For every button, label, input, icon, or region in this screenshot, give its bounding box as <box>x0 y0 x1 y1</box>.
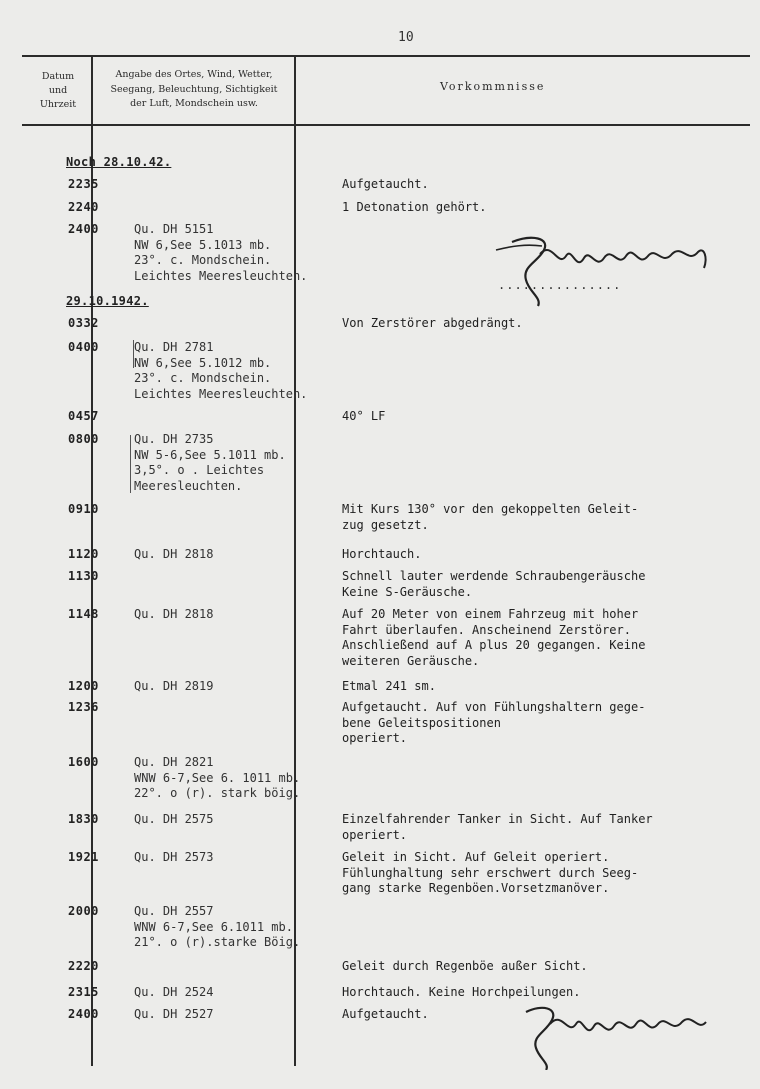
entry-position-line: WNW 6-7,See 6.1011 mb. <box>134 919 293 934</box>
entry-event-line: Etmal 241 sm. <box>342 679 436 693</box>
entry-event-line: Aufgetaucht. <box>342 177 429 191</box>
entry-event-line: Horchtauch. Keine Horchpeilungen. <box>342 985 581 999</box>
header-datum-line: und <box>48 85 68 96</box>
entry-position-line: Qu. DH 2781 <box>134 340 214 354</box>
entry-position-line: 3,5°. o . Leichtes <box>134 463 265 477</box>
entry-time: 2240 <box>68 200 99 214</box>
entry-event-line: Geleit in Sicht. Auf Geleit operiert. <box>342 850 610 864</box>
entry-position-line: Qu. DH 2575 <box>134 812 214 826</box>
entry-event-line: Anschließend auf A plus 20 gegangen. Keine <box>342 638 646 652</box>
entry-event-line: Von Zerstörer abgedrängt. <box>342 316 523 330</box>
header-vorkommnisse: Vorkommnisse <box>440 80 546 93</box>
column-divider-2 <box>294 56 296 1066</box>
entry-position-line: Meeresleuchten. <box>134 478 243 493</box>
entry-position-line: Qu. DH 2818 <box>134 547 214 561</box>
entry-time: 2000 <box>68 904 99 918</box>
entry-event-line: weiteren Geräusche. <box>342 653 480 668</box>
entry-time: 1830 <box>68 812 99 826</box>
entry-position-line: 23°. c. Mondschein. <box>134 253 272 267</box>
entry-time: 2400 <box>68 1007 99 1021</box>
signature-dotted-line: ............... <box>498 278 622 292</box>
entry-event-line: operiert. <box>342 827 408 842</box>
entry-event-line: gang starke Regenböen.Vorsetzmanöver. <box>342 881 610 895</box>
entry-event-line: Aufgetaucht. Auf von Fühlungshaltern gege- <box>342 700 646 714</box>
entry-event-line: bene Geleitspositionen <box>342 715 501 730</box>
entry-position-line: Qu. DH 2819 <box>134 679 214 693</box>
entry-position-line: 23°. c. Mondschein. <box>134 371 272 385</box>
entry-event-line: Schnell lauter werdende Schraubengeräusche <box>342 569 646 583</box>
entry-position-line: 22°. o (r). stark böig. <box>134 786 301 800</box>
entry-position-line: Qu. DH 2735 <box>134 432 214 446</box>
entry-event-line: zug gesetzt. <box>342 517 429 532</box>
header-angabe-line: Angabe des Ortes, Wind, Wetter, <box>115 69 273 80</box>
entry-time: 1148 <box>68 607 99 621</box>
header-angabe-line: der Luft, Mondschein usw. <box>130 98 258 109</box>
entry-position-line: 21°. o (r).starke Böig. <box>134 935 301 949</box>
entry-event-line: Horchtauch. <box>342 547 422 561</box>
entry-time: 1600 <box>68 755 99 769</box>
entry-position-line: Leichtes Meeresleuchten. <box>134 386 308 401</box>
entry-time: 0910 <box>68 502 99 516</box>
entry-time: 2315 <box>68 985 99 999</box>
entry-position-line: Qu. DH 2524 <box>134 985 214 999</box>
page-number: 10 <box>398 30 414 45</box>
entry-position-line: Qu. DH 2818 <box>134 607 214 621</box>
header-datum-line: Datum <box>41 71 75 82</box>
entry-time: 2220 <box>68 959 99 973</box>
entry-event-line: Auf 20 Meter von einem Fahrzeug mit hoher <box>342 607 639 621</box>
date-heading: Noch 28.10.42. <box>66 155 172 169</box>
bracket-mark <box>130 435 131 493</box>
entry-event-line: operiert. <box>342 731 408 745</box>
header-datum <box>30 70 86 112</box>
entry-position-line: WNW 6-7,See 6. 1011 mb. <box>134 770 301 785</box>
entry-time: 0332 <box>68 316 99 330</box>
entry-time: 0457 <box>68 409 99 423</box>
entry-event-line: Aufgetaucht. <box>342 1007 429 1021</box>
entry-time: 1200 <box>68 679 99 693</box>
entry-time: 0400 <box>68 340 99 354</box>
entry-position-line: NW 6,See 5.1012 mb. <box>134 355 272 370</box>
entry-position-line: NW 5-6,See 5.1011 mb. <box>134 447 286 462</box>
header-top-rule <box>22 55 750 57</box>
entry-time: 2235 <box>68 177 99 191</box>
signature-mark <box>492 228 727 308</box>
entry-position-line: NW 6,See 5.1013 mb. <box>134 237 272 252</box>
header-datum-line: Uhrzeit <box>39 99 77 110</box>
header-angabe-line: Seegang, Beleuchtung, Sichtigkeit <box>110 83 278 95</box>
entry-position-line: Qu. DH 2821 <box>134 755 214 769</box>
entry-event-line: Fühlunghaltung sehr erschwert durch Seeg- <box>342 865 639 880</box>
entry-event-line: Geleit durch Regenböe außer Sicht. <box>342 959 588 973</box>
entry-time: 1130 <box>68 569 99 583</box>
entry-event-line: Mit Kurs 130° vor den gekoppelten Geleit- <box>342 502 639 516</box>
bracket-mark <box>133 340 134 368</box>
entry-time: 2400 <box>68 222 99 236</box>
entry-event-line: 1 Detonation gehört. <box>342 200 487 214</box>
entry-position-line: Qu. DH 2527 <box>134 1007 214 1021</box>
signature-mark <box>508 1000 718 1070</box>
date-heading: 29.10.1942. <box>66 294 149 308</box>
header-bottom-rule <box>22 124 750 126</box>
entry-position-line: Qu. DH 2573 <box>134 850 214 864</box>
entry-position-line: Leichtes Meeresleuchten. <box>134 268 308 283</box>
entry-event-line: Keine S-Geräusche. <box>342 584 473 599</box>
entry-event-line: 40° LF <box>342 409 386 423</box>
entry-time: 1236 <box>68 700 99 714</box>
entry-event-line: Fahrt überlaufen. Anscheinend Zerstörer. <box>342 622 631 637</box>
entry-event-line: Einzelfahrender Tanker in Sicht. Auf Tanker <box>342 812 653 826</box>
entry-position-line: Qu. DH 2557 <box>134 904 214 918</box>
entry-position-line: Qu. DH 5151 <box>134 222 214 236</box>
entry-time: 1120 <box>68 547 99 561</box>
header-angabe <box>94 68 294 112</box>
entry-time: 0800 <box>68 432 99 446</box>
entry-time: 1921 <box>68 850 99 864</box>
